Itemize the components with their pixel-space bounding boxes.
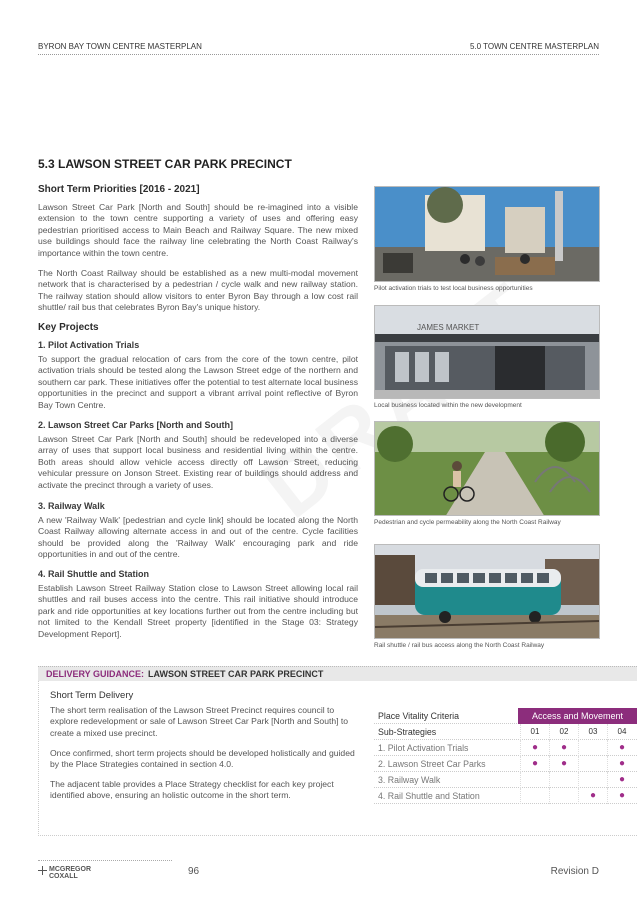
checklist-dot-icon: ●	[560, 758, 568, 769]
logo-line-2: COXALL	[49, 873, 78, 880]
building-photo-illustration	[375, 306, 600, 399]
short-term-para-2: The North Coast Railway should be established as a new multi-modal movement network that is characterised by a pedestrian / cycle walk and new railway station. The railway station should allow visitors to enter Byron Bay through a low cost rail shuttle/ rail bus that celebrates Byron Bay's unique history.	[38, 268, 358, 313]
figure-caption: Rail shuttle / rail bus access along the North Coast Railway	[374, 642, 545, 649]
photo-market-building	[374, 305, 600, 399]
delivery-para-1-block	[50, 705, 360, 739]
project-4-text-block	[38, 583, 358, 640]
project-text: Lawson Street Car Park [North and South] should be redeveloped into a diverse array of uses that support local business and residential living within the centre. Both areas should allow vehicle access directly off Lawson Street, reducing vehicular pressure on Jonson Street. Existing rear of buildings should address and activate the precinct through a variety of uses.	[38, 434, 358, 490]
strategy-cell	[578, 756, 607, 772]
project-title: 2. Lawson Street Car Parks [North and South]	[38, 420, 234, 430]
document-title: BYRON BAY TOWN CENTRE MASTERPLAN	[38, 42, 202, 51]
table-header-row	[374, 708, 637, 724]
column-header: 01	[520, 724, 549, 740]
project-3-text-block	[38, 515, 358, 561]
table-body	[374, 740, 637, 804]
strategy-cell	[549, 788, 578, 804]
short-term-para-1-block	[38, 202, 358, 259]
checklist-dot-icon: ●	[531, 742, 539, 753]
figure-caption: Pedestrian and cycle permeability along the North Coast Railway	[374, 519, 561, 526]
project-1	[38, 340, 358, 350]
strategy-cell	[607, 756, 636, 772]
project-text: Establish Lawson Street Railway Station close to Lawson Street allowing local rail shuttles and rail buses access into the centre. This rail initiative should introduce park and ride opportunities at key locations further out from the centre including but not limited to the Kendall Street property [identified in the Stage 03: Strategy Development Report].	[38, 583, 358, 639]
header-divider	[38, 54, 599, 55]
railbus-photo-illustration	[375, 545, 600, 639]
delivery-para-3-block	[50, 779, 360, 802]
figure-local-business	[374, 305, 600, 409]
short-term-para-2-block	[38, 268, 358, 314]
project-2	[38, 420, 358, 430]
figure-caption: Local business located within the new development	[374, 402, 522, 409]
revision-label: Revision D	[550, 866, 599, 877]
market-sign: JAMES MARKET	[417, 323, 480, 332]
strategy-cell	[549, 740, 578, 756]
project-row-label: 1. Pilot Activation Trials	[378, 743, 469, 753]
project-row-label: 3. Railway Walk	[378, 775, 441, 785]
column-header: 04	[607, 724, 636, 740]
strategy-cell	[607, 772, 636, 788]
strategy-cell	[549, 756, 578, 772]
checklist-dot-icon: ●	[589, 790, 597, 801]
page-header	[38, 42, 599, 54]
criteria-label: Place Vitality Criteria	[378, 711, 459, 721]
strategy-cell	[578, 772, 607, 788]
table-row	[374, 772, 637, 788]
footer-divider	[38, 860, 172, 861]
project-text: To support the gradual relocation of cars from the core of the town centre, pilot activation trials should be tested along the Lawson Street edge of the northern and southern car park. These initiatives offer the potential to test alternate local business opportunities in the precinct and support a vibrant arrival point reflective of Byron Bay Town Centre.	[38, 354, 358, 410]
project-title: 4. Rail Shuttle and Station	[38, 569, 150, 579]
strategy-cell	[578, 788, 607, 804]
figure-rail-shuttle	[374, 544, 600, 649]
project-title: 3. Railway Walk	[38, 501, 105, 511]
logo-cross-icon	[38, 866, 47, 875]
checklist-dot-icon: ●	[560, 742, 568, 753]
delivery-guidance-band	[38, 666, 637, 681]
column-header: 03	[578, 724, 607, 740]
strategy-cell	[520, 788, 549, 804]
project-title: 1. Pilot Activation Trials	[38, 340, 140, 350]
project-text: A new 'Railway Walk' [pedestrian and cycle link] should be located along the North Coast Railway allowing alternate access in and out of the centre. Cycle facilities should be provided along the 'Railway Walk' encouraging park and ride opportunities in and out of the centre.	[38, 515, 358, 560]
photo-rail-bus	[374, 544, 600, 639]
figure-pilot-activation	[374, 186, 600, 292]
photo-market-stalls	[374, 186, 600, 282]
strategy-cell	[607, 788, 636, 804]
sub-strategies-label: Sub-Strategies	[378, 727, 437, 737]
page-number: 96	[188, 866, 200, 877]
chapter-title: 5.0 TOWN CENTRE MASTERPLAN	[469, 42, 599, 51]
photo-cyclist-path	[374, 421, 600, 516]
delivery-para-2: Once confirmed, short term projects should be developed holistically and guided by the Place Strategies contained in section 4.0.	[50, 748, 355, 770]
market-photo-illustration	[375, 187, 600, 282]
strategy-cell	[520, 740, 549, 756]
company-logo	[38, 866, 91, 880]
strategy-cell	[578, 740, 607, 756]
short-term-delivery-heading-block	[50, 690, 360, 701]
delivery-guidance-title: LAWSON STREET CAR PARK PRECINCT	[148, 669, 324, 679]
section-title: 5.3 LAWSON STREET CAR PARK PRECINCT	[38, 157, 292, 171]
table-row	[374, 740, 637, 756]
cyclist-photo-illustration	[375, 422, 600, 516]
strategy-cell	[520, 756, 549, 772]
strategy-cell	[607, 740, 636, 756]
project-2-text-block	[38, 434, 358, 491]
project-1-text-block	[38, 354, 358, 411]
access-movement-header: Access and Movement	[518, 708, 637, 724]
table-row	[374, 756, 637, 772]
project-row-label: 2. Lawson Street Car Parks	[378, 759, 486, 769]
strategy-cell	[549, 772, 578, 788]
strategy-cell	[520, 772, 549, 788]
checklist-dot-icon: ●	[618, 758, 626, 769]
table-subheader-row	[374, 724, 637, 740]
project-row-label: 4. Rail Shuttle and Station	[378, 791, 480, 801]
project-4	[38, 569, 358, 579]
delivery-para-3: The adjacent table provides a Place Strategy checklist for each key project identified above, ensuring an holistic outcome in the short term.	[50, 779, 334, 801]
delivery-para-1: The short term realisation of the Lawson Street Precinct requires council to explore redevelopment or sale of Lawson Street Car Park [North and South] to create a mixed use precinct.	[50, 705, 349, 738]
column-header: 02	[549, 724, 578, 740]
short-term-heading: Short Term Priorities [2016 - 2021]	[38, 184, 200, 195]
table-row	[374, 788, 637, 804]
short-term-block	[38, 184, 358, 195]
short-term-para-1: Lawson Street Car Park [North and South] should be re-imagined into a visible extension to the town centre supporting a variety of uses and offering easy pedestrian prioritised access to Main Beach and Railway Square. The new mixed use buildings should face the railway line celebrating the North Coast Railway's importance within the town centre.	[38, 202, 358, 258]
logo-line-1: MCGREGOR	[49, 866, 91, 873]
figure-railway-walk	[374, 421, 600, 526]
checklist-dot-icon: ●	[618, 790, 626, 801]
figure-caption: Pilot activation trials to test local business opportunities	[374, 285, 533, 292]
checklist-dot-icon: ●	[618, 774, 626, 785]
delivery-para-2-block	[50, 748, 360, 771]
project-3	[38, 501, 358, 511]
checklist-dot-icon: ●	[618, 742, 626, 753]
key-projects-heading: Key Projects	[38, 322, 99, 333]
logo-text	[49, 866, 91, 880]
checklist-dot-icon: ●	[531, 758, 539, 769]
short-term-delivery-heading: Short Term Delivery	[50, 690, 134, 701]
delivery-guidance-label: DELIVERY GUIDANCE:	[46, 669, 145, 679]
place-strategy-table	[374, 708, 637, 804]
key-projects-heading-block	[38, 322, 358, 333]
